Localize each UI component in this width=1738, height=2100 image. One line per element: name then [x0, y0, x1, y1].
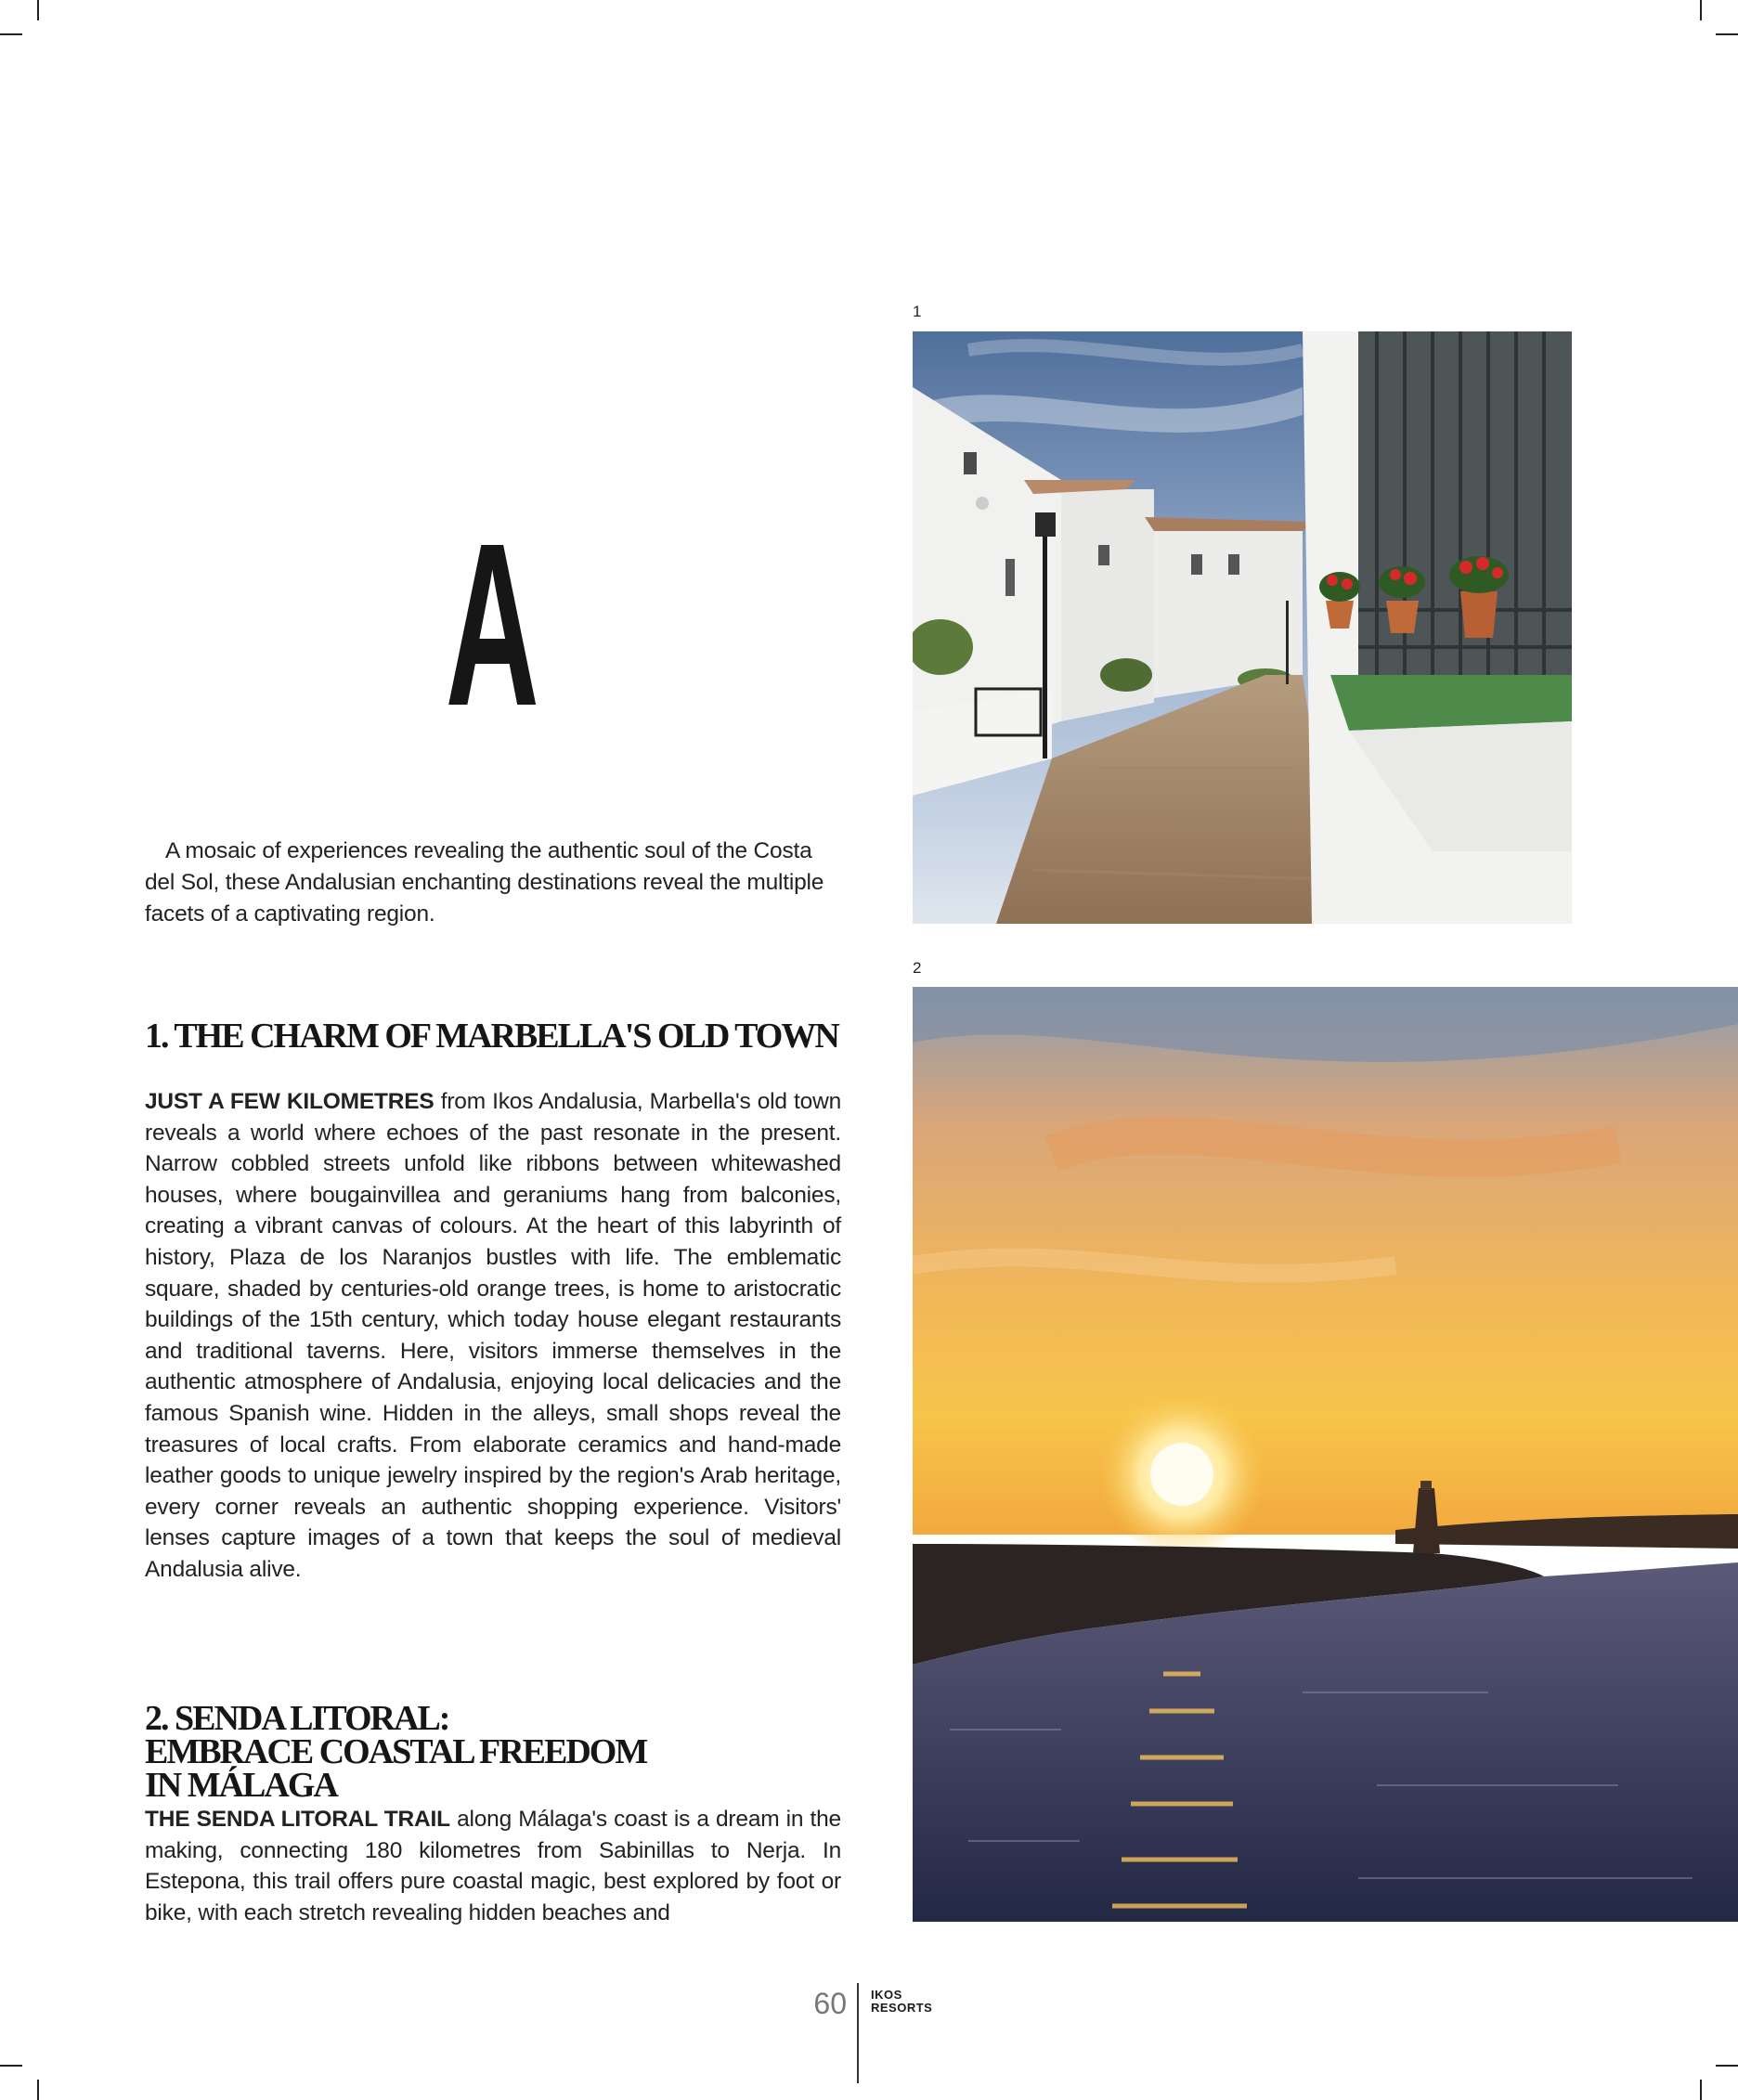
intro-paragraph: A mosaic of experiences revealing the authentic soul of the Costa del Sol, these Andalusian enchanting destinations reveal the multiple facets of a captivating region.	[145, 838, 824, 927]
section-2-text: along Málaga's coast is a dream in the making, connecting 180 kilometres from Sabinillas to Nerja. In Estepona, this trail offers pure coastal magic, best explored by foot or bike, with each stretch revealing hidden beaches and	[145, 1807, 841, 1925]
crop-mark	[1700, 0, 1702, 20]
footer-divider	[857, 1983, 859, 2083]
crop-mark	[1716, 33, 1738, 35]
drop-cap	[429, 495, 555, 754]
section-2-heading	[145, 1699, 841, 1805]
brand-logo	[871, 1989, 932, 2015]
brand-logo-line: IKOS	[871, 1988, 902, 2002]
section-1-lead: JUST A FEW KILOMETRES	[145, 1089, 434, 1114]
drop-cap-letter: A	[445, 495, 539, 754]
crop-mark	[1716, 2065, 1738, 2067]
section-2-lead: THE SENDA LITORAL TRAIL	[145, 1807, 450, 1832]
section-2-heading-line: EMBRACE COASTAL FREEDOM	[145, 1732, 647, 1771]
section-1-heading: 1. THE CHARM OF MARBELLA'S OLD TOWN	[145, 1017, 838, 1056]
figure-1-number: 1	[913, 303, 922, 320]
section-2-heading-line: IN MÁLAGA	[145, 1766, 337, 1805]
figure-1-photo	[913, 331, 1572, 924]
crop-mark	[0, 33, 22, 35]
section-2-body	[145, 1804, 841, 1928]
crop-mark	[0, 2065, 22, 2067]
crop-mark	[37, 0, 39, 20]
crop-mark	[37, 2080, 39, 2100]
figure-2-photo	[913, 987, 1738, 1922]
section-2-heading-line: 2. SENDA LITORAL:	[145, 1699, 449, 1738]
brand-logo-line: RESORTS	[871, 2001, 933, 2015]
section-1-body	[145, 1086, 841, 1586]
section-1-text: from Ikos Andalusia, Marbella's old town reveals a world where echoes of the past resonate in the present. Narrow cobbled streets unfold like ribbons between whitewashed houses, where bougainvillea and geraniums hang from balconies, creating a vibrant canvas of colours. At the heart of this labyrinth of history, Plaza de los Naranjos bustles with life. The emblematic square, shaded by centuries-old orange trees, is home to aristocratic buildings of the 15th century, which today house elegant restaurants and traditional taverns. Here, visitors immerse themselves in the authentic atmosphere of Andalusia, enjoying local delicacies and the famous Spanish wine. Hidden in the alleys, small shops reveal the treasures of local crafts. From elaborate ceramics and hand-made leather goods to unique jewelry inspired by the region's Arab heritage, every corner reveals an authentic shopping experience. Visitors' lenses capture images of a town that keeps the soul of medieval Andalusia alive.	[145, 1089, 841, 1582]
crop-mark	[1700, 2080, 1702, 2100]
page-number: 60	[813, 1987, 847, 2020]
figure-2-number: 2	[913, 959, 922, 977]
